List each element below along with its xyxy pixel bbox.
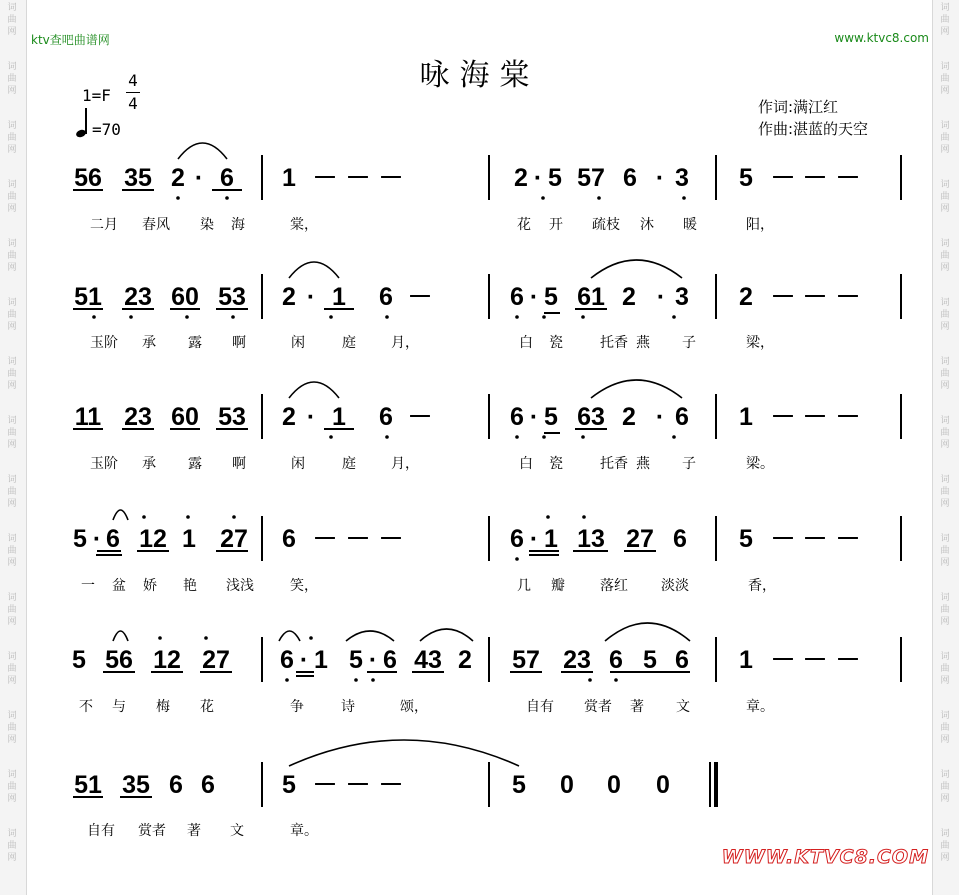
note: 6 (510, 283, 524, 311)
dash-extension: － (345, 164, 371, 192)
note: 2 (171, 164, 185, 192)
note: 3 (675, 283, 689, 311)
lyric-word: 承 (142, 456, 156, 472)
low-octave-dot (285, 678, 289, 682)
lyric-word: 自有 (87, 823, 115, 839)
high-octave-dot (546, 515, 550, 519)
key-signature: 1=F (82, 86, 111, 105)
lyric-word: 花 (200, 699, 214, 715)
dash-extension: － (407, 283, 433, 311)
dash-extension: － (835, 646, 861, 674)
low-octave-dot (581, 435, 585, 439)
watermark-text: 词曲网 (940, 593, 950, 627)
dash-extension: － (378, 164, 404, 192)
lyric-word: 梅 (156, 699, 170, 715)
high-octave-dot (204, 636, 208, 640)
note: 5 (544, 283, 558, 311)
lyric-word: 浅浅 (226, 578, 254, 594)
dot-mark: · (529, 403, 539, 431)
watermark-text: 词曲网 (7, 534, 17, 568)
dash-extension: － (770, 164, 796, 192)
low-octave-dot (225, 196, 229, 200)
note: 53 (218, 283, 246, 311)
note: 1 (314, 646, 328, 674)
low-octave-dot (92, 315, 96, 319)
dot-mark: · (655, 164, 665, 192)
high-octave-dot (309, 636, 313, 640)
lyric-word: 玉阶 (90, 335, 118, 351)
note: 6 (673, 525, 687, 553)
lyric-word: 白 (519, 335, 533, 351)
note: 5 (739, 164, 753, 192)
lyric-word: 托香 (600, 456, 628, 472)
lyric-word: 托香 (600, 335, 628, 351)
lyric-word: 著 (187, 823, 201, 839)
note: 5 (72, 646, 86, 674)
dot-mark: · (529, 525, 539, 553)
low-octave-dot (354, 678, 358, 682)
watermark-text: 词曲网 (940, 416, 950, 450)
note: 6 (675, 403, 689, 431)
lyric-word: 子 (682, 335, 696, 351)
note: 51 (74, 283, 102, 311)
note: 23 (563, 646, 591, 674)
dot-mark: · (656, 283, 666, 311)
lyric-word: 沐 (640, 217, 654, 233)
low-octave-dot (129, 315, 133, 319)
composer-credit: 作曲:湛蓝的天空 (758, 120, 869, 138)
note: 5 (349, 646, 363, 674)
time-signature-top: 4 (128, 71, 138, 90)
note: 11 (74, 403, 102, 431)
low-octave-dot (542, 435, 546, 439)
dash-extension: － (835, 283, 861, 311)
dash-extension: － (312, 525, 338, 553)
lyric-word: 娇 (143, 578, 157, 594)
watermark-text: 词曲网 (7, 711, 17, 745)
lyric-word: 章。 (746, 699, 774, 715)
note: 53 (218, 403, 246, 431)
note: 12 (139, 525, 167, 553)
low-octave-dot (581, 315, 585, 319)
note: 1 (332, 403, 346, 431)
lyric-word: 赏者 (584, 699, 612, 715)
tie-arc (591, 260, 682, 278)
note: 27 (220, 525, 248, 553)
footer-site-url[interactable]: WWW.KTVC8.COM (721, 846, 929, 868)
watermark-text: 词曲网 (7, 180, 17, 214)
note: 2 (622, 403, 636, 431)
note: 60 (171, 403, 199, 431)
note: 6 (280, 646, 294, 674)
dash-extension: － (312, 771, 338, 799)
dash-extension: － (378, 525, 404, 553)
low-octave-dot (682, 196, 686, 200)
dash-extension: － (378, 771, 404, 799)
note: 57 (577, 164, 605, 192)
tie-arc (178, 143, 227, 159)
note: 43 (414, 646, 442, 674)
note: 0 (607, 771, 621, 799)
note: 0 (656, 771, 670, 799)
dot-mark: · (655, 403, 665, 431)
watermark-text: 词曲网 (7, 357, 17, 391)
note: 5 (739, 525, 753, 553)
song-title: 咏海棠 (419, 58, 540, 93)
note: 27 (202, 646, 230, 674)
dash-extension: － (802, 646, 828, 674)
lyric-word: 子 (682, 456, 696, 472)
lyric-word: 笑， (290, 578, 318, 594)
dot-mark: · (529, 283, 539, 311)
note: 1 (739, 403, 753, 431)
lyric-word: 阳， (746, 217, 774, 233)
note: 1 (739, 646, 753, 674)
tie-arc (113, 510, 128, 520)
note: 6 (282, 525, 296, 553)
low-octave-dot (541, 196, 545, 200)
dot-mark: · (306, 283, 316, 311)
high-octave-dot (142, 515, 146, 519)
watermark-text: 词曲网 (940, 3, 950, 37)
note: 0 (560, 771, 574, 799)
low-octave-dot (614, 678, 618, 682)
site-url-right[interactable]: www.ktvc8.com (834, 31, 929, 45)
note: 6 (623, 164, 637, 192)
high-octave-dot (186, 515, 190, 519)
watermark-text: 词曲网 (940, 770, 950, 804)
lyric-word: 文 (230, 823, 244, 839)
watermark-text: 词曲网 (940, 829, 950, 863)
lyric-word: 露 (188, 456, 202, 472)
lyric-word: 开 (549, 217, 563, 233)
watermark-text: 词曲网 (7, 62, 17, 96)
high-octave-dot (158, 636, 162, 640)
low-octave-dot (588, 678, 592, 682)
note: 2 (622, 283, 636, 311)
low-octave-dot (672, 315, 676, 319)
note: 5 (544, 403, 558, 431)
note: 13 (577, 525, 605, 553)
note: 60 (171, 283, 199, 311)
watermark-text: 词曲网 (7, 298, 17, 332)
note: 3 (675, 164, 689, 192)
site-name-left[interactable]: ktv查吧曲谱网 (31, 33, 110, 47)
lyric-word: 梁。 (746, 456, 774, 472)
note: 6 (169, 771, 183, 799)
watermark-text: 词曲网 (940, 357, 950, 391)
dash-extension: － (312, 164, 338, 192)
lyric-word: 啊 (232, 456, 246, 472)
watermark-text: 词曲网 (940, 711, 950, 745)
dash-extension: － (770, 403, 796, 431)
dash-extension: － (802, 403, 828, 431)
lyric-word: 二月 (90, 217, 118, 233)
tie-arc (113, 631, 128, 641)
dash-extension: － (835, 164, 861, 192)
lyric-word: 疏枝 (592, 217, 620, 233)
tie-arc (420, 629, 473, 641)
lyric-word: 庭 (342, 456, 356, 472)
tie-arc (605, 623, 690, 641)
lyric-word: 燕 (636, 335, 650, 351)
note: 5 (282, 771, 296, 799)
note: 35 (124, 164, 152, 192)
dash-extension: － (770, 646, 796, 674)
low-octave-dot (542, 315, 546, 319)
dash-extension: － (802, 525, 828, 553)
note: 12 (153, 646, 181, 674)
dash-extension: － (802, 164, 828, 192)
watermark-text: 词曲网 (7, 239, 17, 273)
lyric-word: 自有 (526, 699, 554, 715)
lyric-word: 瓷 (549, 456, 563, 472)
note: 23 (124, 283, 152, 311)
tie-arc (289, 262, 339, 278)
tempo-value: =70 (92, 120, 121, 139)
lyric-word: 闲 (291, 456, 305, 472)
dash-extension: － (802, 283, 828, 311)
note: 6 (201, 771, 215, 799)
lyric-word: 月， (391, 456, 419, 472)
lyric-word: 白 (519, 456, 533, 472)
note: 2 (282, 403, 296, 431)
note: 6 (609, 646, 623, 674)
lyric-word: 争 (290, 699, 304, 715)
note: 6 (379, 403, 393, 431)
note: 5 (73, 525, 87, 553)
watermark-text: 词曲网 (7, 475, 17, 509)
low-octave-dot (185, 315, 189, 319)
low-octave-dot (371, 678, 375, 682)
watermark-text: 词曲网 (940, 121, 950, 155)
lyric-word: 颂， (400, 699, 428, 715)
note: 1 (182, 525, 196, 553)
lyric-word: 燕 (636, 456, 650, 472)
lyric-word: 一 (81, 578, 95, 594)
lyric-word: 艳 (183, 578, 197, 594)
note: 6 (510, 525, 524, 553)
time-signature-bottom: 4 (128, 94, 138, 113)
dot-mark: · (368, 646, 378, 674)
lyric-word: 露 (188, 335, 202, 351)
high-octave-dot (582, 515, 586, 519)
low-octave-dot (515, 557, 519, 561)
low-octave-dot (329, 435, 333, 439)
lyric-word: 著 (630, 699, 644, 715)
lyric-word: 瓣 (551, 578, 565, 594)
watermark-text: 词曲网 (7, 593, 17, 627)
lyric-word: 不 (79, 699, 93, 715)
lyric-word: 落红 (600, 578, 628, 594)
watermark-text: 词曲网 (7, 652, 17, 686)
watermark-text: 词曲网 (940, 180, 950, 214)
lyric-word: 闲 (291, 335, 305, 351)
note: 51 (74, 771, 102, 799)
note: 2 (282, 283, 296, 311)
lyric-word: 文 (676, 699, 690, 715)
lyric-word: 花 (517, 217, 531, 233)
note: 23 (124, 403, 152, 431)
high-octave-dot (232, 515, 236, 519)
low-octave-dot (672, 435, 676, 439)
note: 5 (548, 164, 562, 192)
dot-mark: · (533, 164, 543, 192)
note: 63 (577, 403, 605, 431)
lyric-word: 棠， (290, 217, 318, 233)
note: 35 (122, 771, 150, 799)
lyric-word: 玉阶 (90, 456, 118, 472)
tie-arc (289, 382, 339, 398)
note: 27 (626, 525, 654, 553)
lyric-word: 海 (231, 217, 245, 233)
tie-arc (346, 631, 394, 641)
low-octave-dot (231, 315, 235, 319)
note: 6 (675, 646, 689, 674)
note: 1 (544, 525, 558, 553)
dash-extension: － (345, 771, 371, 799)
watermark-text: 词曲网 (7, 416, 17, 450)
note: 57 (512, 646, 540, 674)
low-octave-dot (515, 435, 519, 439)
watermark-text: 词曲网 (7, 3, 17, 37)
dash-extension: － (770, 283, 796, 311)
note: 61 (577, 283, 605, 311)
low-octave-dot (385, 315, 389, 319)
tie-arc (279, 631, 300, 641)
lyric-word: 章。 (290, 823, 318, 839)
note: 56 (74, 164, 102, 192)
note: 5 (512, 771, 526, 799)
lyric-word: 暖 (683, 217, 697, 233)
lyric-word: 庭 (342, 335, 356, 351)
dash-extension: － (407, 403, 433, 431)
low-octave-dot (329, 315, 333, 319)
lyric-word: 染 (200, 217, 214, 233)
lyric-word: 瓷 (549, 335, 563, 351)
lyric-word: 啊 (232, 335, 246, 351)
watermark-text: 词曲网 (7, 121, 17, 155)
tie-arc (591, 380, 682, 398)
watermark-text: 词曲网 (940, 534, 950, 568)
lyric-word: 几 (517, 578, 531, 594)
note: 6 (220, 164, 234, 192)
watermark-text: 词曲网 (940, 239, 950, 273)
lyric-word: 诗 (341, 699, 355, 715)
lyric-word: 月， (391, 335, 419, 351)
lyric-word: 承 (142, 335, 156, 351)
lyric-word: 春风 (142, 217, 170, 233)
note: 1 (332, 283, 346, 311)
low-octave-dot (515, 315, 519, 319)
lyric-word: 赏者 (138, 823, 166, 839)
note: 6 (510, 403, 524, 431)
lyricist-credit: 作词:满江红 (758, 98, 839, 116)
dot-mark: · (194, 164, 204, 192)
dash-extension: － (770, 525, 796, 553)
lyric-word: 梁， (746, 335, 774, 351)
lyric-word: 盆 (112, 578, 126, 594)
lyric-word: 香， (748, 578, 776, 594)
note: 2 (514, 164, 528, 192)
dot-mark: · (92, 525, 102, 553)
note: 2 (458, 646, 472, 674)
lyric-word: 与 (112, 699, 126, 715)
note: 6 (379, 283, 393, 311)
dash-extension: － (345, 525, 371, 553)
dot-mark: · (306, 403, 316, 431)
dot-mark: · (299, 646, 309, 674)
watermark-text: 词曲网 (7, 770, 17, 804)
low-octave-dot (385, 435, 389, 439)
note: 6 (383, 646, 397, 674)
low-octave-dot (597, 196, 601, 200)
watermark-text: 词曲网 (7, 829, 17, 863)
lyric-word: 淡淡 (661, 578, 689, 594)
low-octave-dot (176, 196, 180, 200)
dash-extension: － (835, 403, 861, 431)
watermark-text: 词曲网 (940, 298, 950, 332)
watermark-text: 词曲网 (940, 62, 950, 96)
note: 6 (106, 525, 120, 553)
tie-arc (289, 740, 519, 766)
note: 1 (282, 164, 296, 192)
note: 56 (105, 646, 133, 674)
note: 5 (643, 646, 657, 674)
dash-extension: － (835, 525, 861, 553)
watermark-text: 词曲网 (940, 652, 950, 686)
note: 2 (739, 283, 753, 311)
watermark-text: 词曲网 (940, 475, 950, 509)
